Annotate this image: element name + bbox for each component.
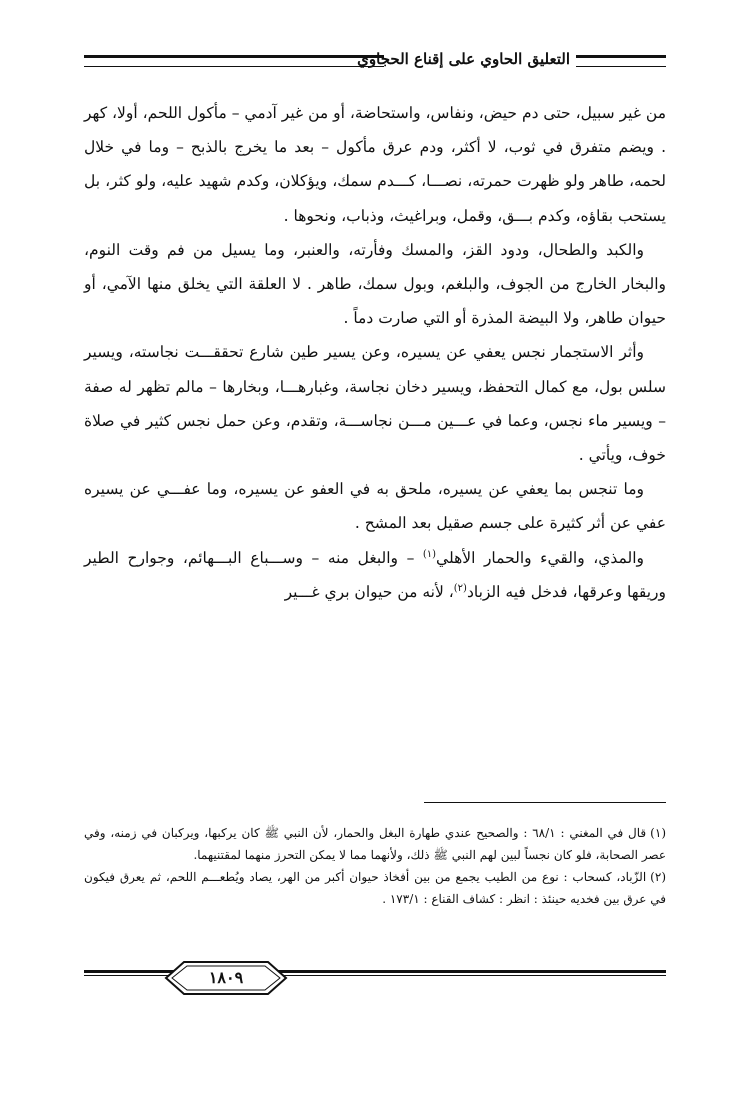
paragraph-5 [84, 541, 666, 609]
page-number: ١٨٠٩ [208, 968, 244, 987]
running-header [84, 48, 666, 72]
footnotes [84, 822, 666, 910]
footnote-1-label: (١) [650, 826, 666, 840]
footnote-ref-1[interactable]: (١) [422, 548, 437, 560]
paragraph-5-part-3: ، لأنه من حيوان بري غـــير [284, 582, 454, 601]
footnote-separator [424, 802, 666, 803]
paragraph-5-part-1: والمذي، والقيء والحمار الأهلي [436, 548, 645, 567]
header-title: التعليق الحاوي على إقناع الحجاوي [357, 50, 570, 68]
header-rule-right [576, 55, 666, 67]
footnote-1-text: قال في المغني : ٦٨/١ : والصحيح عندي طهارة البغل والحمار، لأن النبي ﷺ كان يركبها، ويركبان في زمنه، وفي عصر الصحابة، فلو كان نجساً لبين لهم النبي ﷺ ذلك، ولأنهما مما لا يمكن التحرز منهما لمقتنيهما. [84, 826, 666, 862]
footnote-2 [84, 866, 666, 910]
paragraph-3: وأثر الاستجمار نجس يعفي عن يسيره، وعن يسير طين شارع تحققـــت نجاسته، ويسير سلس بول، مع كمال التحفظ، ويسير دخان نجاسة، وغبارهـــا، وبخارها – مالم تظهر له صفة – ويسير ماء نجس، وعما في عـــين مـــن نجاســـة، وتقدم، وعن حمل نجس كثير في صلاة خوف، ويأتي . [84, 343, 666, 465]
footnote-2-text: الزّباد، كسحاب : نوع من الطيب يجمع من بين أفخاذ حيوان أكبر من الهر، يصاد ويُطعـــم اللحم، ثم يعرق فيكون في عرق بين فخديه حينئذ : انظر : كشاف القناع : ١٧٣/١ . [84, 870, 666, 906]
page-footer [84, 964, 666, 1010]
footnote-ref-2[interactable]: (٢) [453, 582, 467, 594]
footnote-1 [84, 822, 666, 866]
header-rule-left [84, 55, 384, 67]
paragraph-4: وما تنجس بما يعفي عن يسيره، ملحق به في العفو عن يسيره، وما عفـــي عن يسيره عفي عن أثر كثيرة على جسم صقيل بعد المشح . [84, 480, 666, 533]
paragraph-2: والكبد والطحال، ودود القز، والمسك وفأرته، والعنبر، وما يسيل من فم وقت النوم، والبخار الخارج من الجوف، والبلغم، وبول سمك، طاهر . لا العلقة التي يخلق منها الآمي، أو حيوان طاهر، ولا البيضة المذرة أو التي صارت دماً . [84, 240, 666, 328]
paragraph-5-part-2: – والبغل منه – وســـباع البـــهائم، وجوارح الطير وريقها وعرقها، فدخل فيه الزباد [84, 548, 666, 601]
body-text [84, 96, 666, 609]
paragraph-1: من غير سبيل، حتى دم حيض، ونفاس، واستحاضة، أو من غير آدمي – مأكول اللحم، أولا، كهر . ويضم متفرق في ثوب، لا أكثر، ودم عرق مأكول – بعد ما يخرج بالذبح – وما في خلال لحمه، طاهر ولو ظهرت حمرته، نصـــا، كـــدم سمك، ويؤكلان، وكدم شهيد عليه، ولو كثر، بل يستحب بقاؤه، وكدم بـــق، وقمل، وبراغيث، وذباب، ونحوها . [84, 104, 666, 225]
footnote-2-label: (٢) [650, 870, 666, 884]
